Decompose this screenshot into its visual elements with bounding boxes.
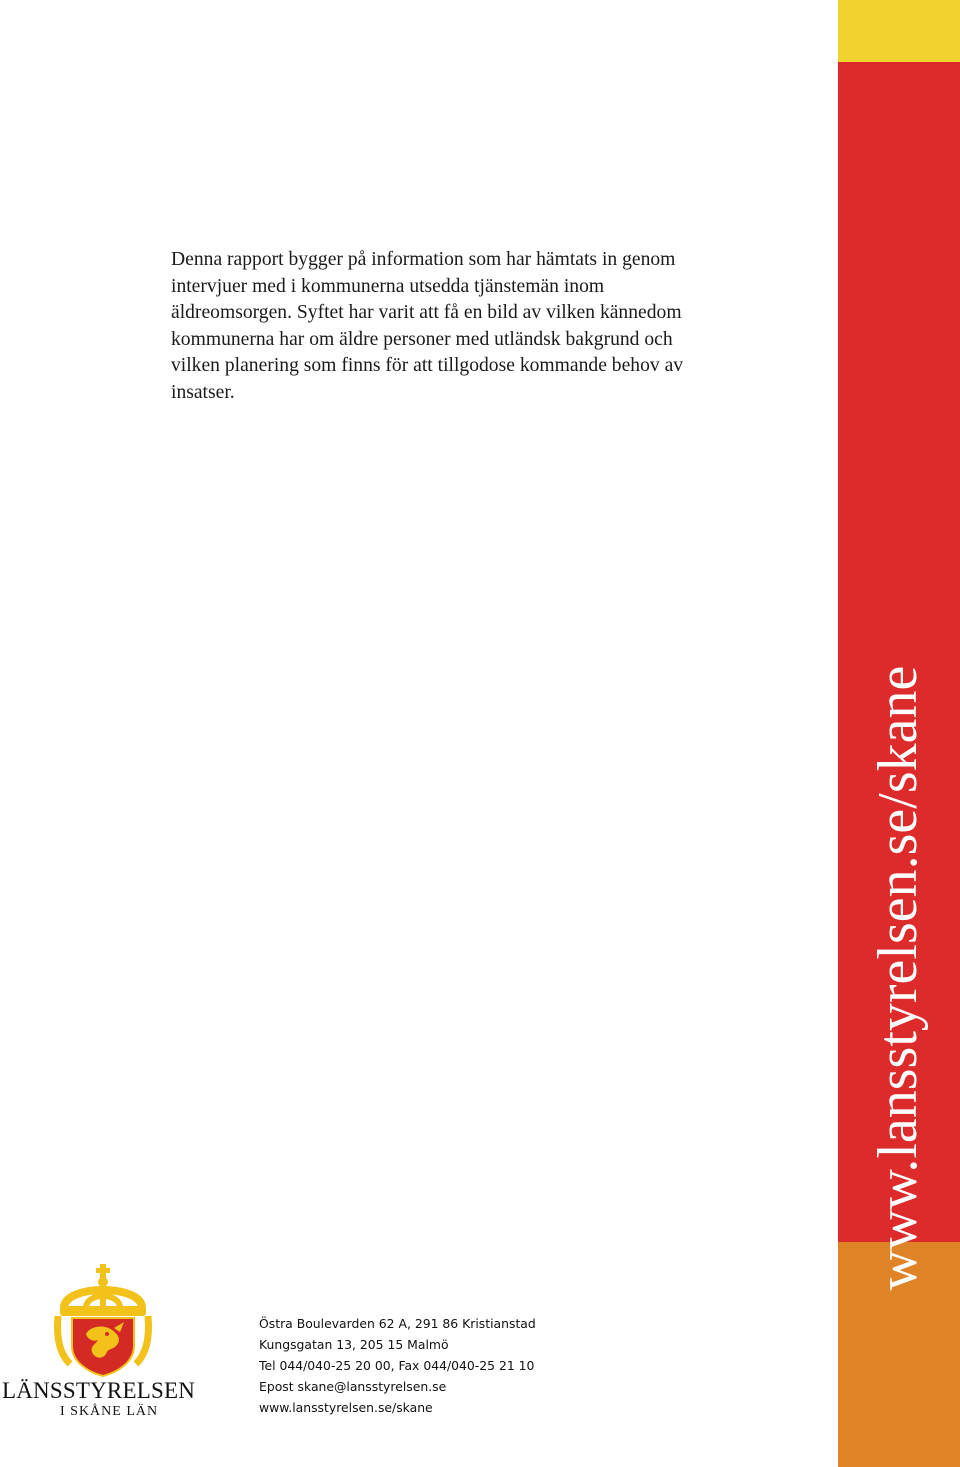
coat-of-arms-icon: [52, 1264, 154, 1378]
phone-fax: Tel 044/040-25 20 00, Fax 044/040-25 21 10: [259, 1358, 535, 1373]
intro-paragraph: Denna rapport bygger på information som har hämtats in genom intervjuer med i kommunerna utsedda tjänstemän inom äldreomsorgen. Syftet har varit att få en bild av vilken kännedom kommunerna har om äldre personer med utländsk bakgrund och vilken planering som finns för att tillgodose kommande behov av insatser.: [171, 249, 684, 403]
website-url: www.lansstyrelsen.se/skane: [259, 1400, 433, 1415]
sidebar-stripe-yellow: [838, 0, 960, 62]
address-malmo: Kungsgatan 13, 205 15 Malmö: [259, 1337, 449, 1352]
intro-text-block: [171, 247, 691, 406]
lansstyrelsen-logo: [0, 1264, 212, 1424]
email-address: Epost skane@lansstyrelsen.se: [259, 1379, 447, 1394]
logo-subtitle: I SKÅNE LÄN: [60, 1404, 159, 1419]
logo-name: LÄNSSTYRELSEN: [2, 1378, 196, 1403]
sidebar-vertical-url: www.lansstyrelsen.se/skane: [867, 665, 929, 1291]
address-kristianstad: Östra Boulevarden 62 A, 291 86 Kristianstad: [259, 1316, 536, 1331]
contact-address-block: [259, 1313, 536, 1418]
